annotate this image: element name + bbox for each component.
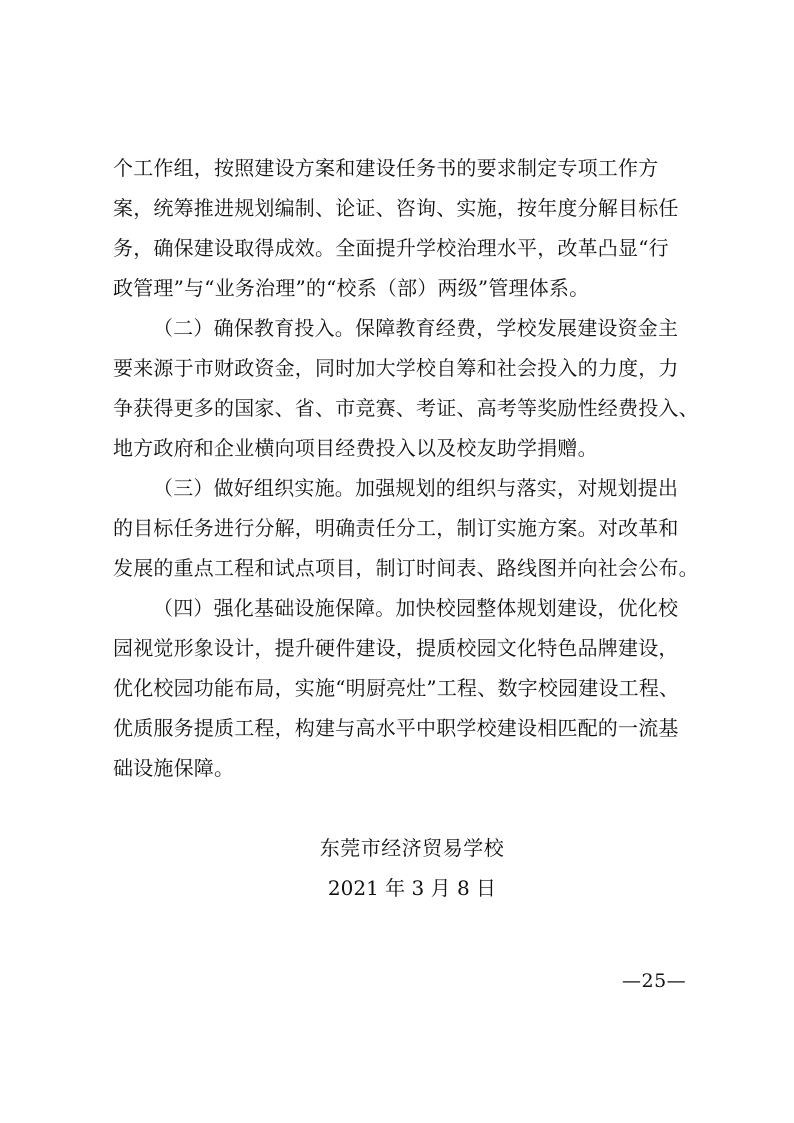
text-line: 优化校园功能布局，实施“明厨亮灶”工程、数字校园建设工程、 <box>113 676 680 700</box>
text-line: （三）做好组织实施。加强规划的组织与落实，对规划提出 <box>153 476 679 500</box>
text-line: 务，确保建设取得成效。全面提升学校治理水平，改革凸显“行 <box>113 236 669 260</box>
text-line: 础设施保障。 <box>113 756 235 780</box>
signature-organization: 东莞市经济贸易学校 <box>319 836 505 860</box>
text-line: 的目标任务进行分解，明确责任分工，制订实施方案。对改革和 <box>113 516 679 540</box>
text-line: （四）强化基础设施保障。加快校园整体规划建设，优化校 <box>153 596 679 620</box>
page-number: —25— <box>622 970 687 992</box>
text-line: 政管理”与“业务治理”的“校系（部）两级”管理体系。 <box>113 276 590 300</box>
text-line: 优质服务提质工程，构建与高水平中职学校建设相匹配的一流基 <box>113 716 679 740</box>
text-line: 要来源于市财政资金，同时加大学校自筹和社会投入的力度，力 <box>113 356 679 380</box>
signature-date: 2021 年 3 月 8 日 <box>327 876 497 900</box>
text-line: 园视觉形象设计，提升硬件建设，提质校园文化特色品牌建设， <box>113 636 679 660</box>
text-line: 争获得更多的国家、省、市竞赛、考证、高考等奖励性经费投入、 <box>113 396 699 420</box>
text-line: （二）确保教育投入。保障教育经费，学校发展建设资金主 <box>153 316 679 340</box>
text-line: 发展的重点工程和试点项目，制订时间表、路线图并向社会公布。 <box>113 556 699 580</box>
text-line: 地方政府和企业横向项目经费投入以及校友助学捐赠。 <box>113 436 598 460</box>
text-line: 个工作组，按照建设方案和建设任务书的要求制定专项工作方 <box>113 156 659 180</box>
text-line: 案，统筹推进规划编制、论证、咨询、实施，按年度分解目标任 <box>113 196 679 220</box>
body-text <box>113 148 699 788</box>
